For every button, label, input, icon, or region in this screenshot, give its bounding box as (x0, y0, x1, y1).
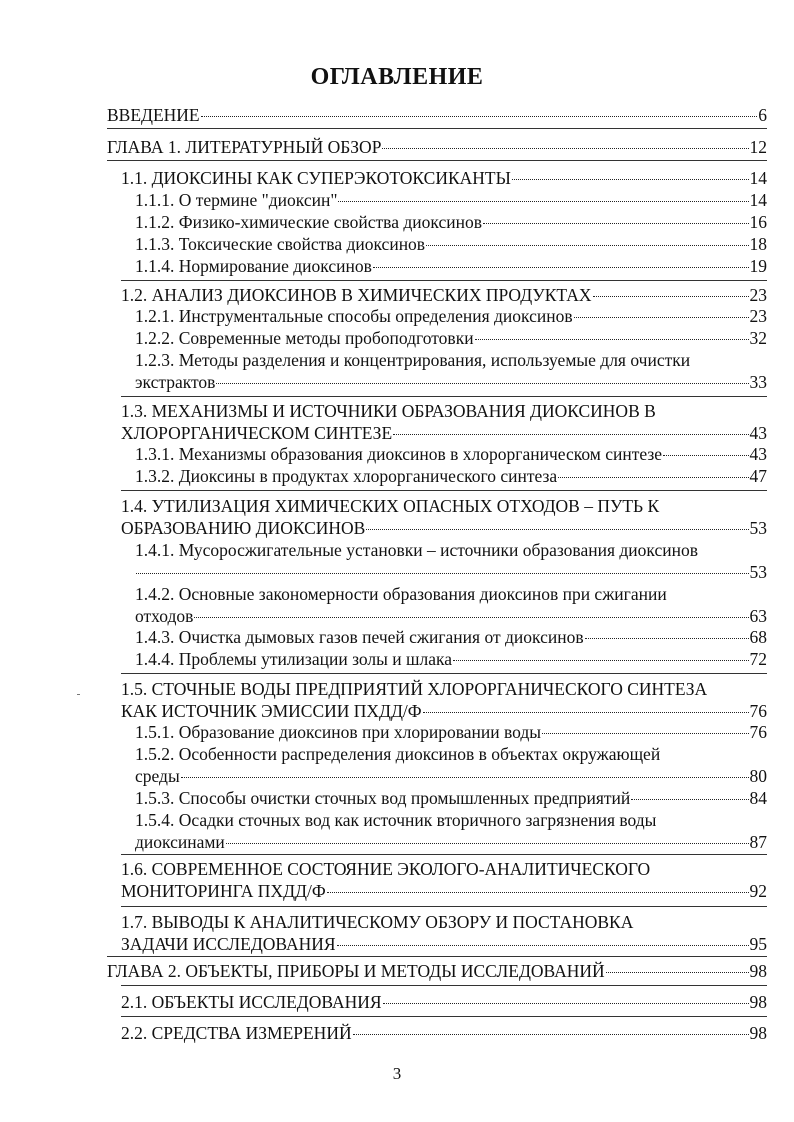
dot-leader (483, 223, 749, 224)
toc-entry-title: ГЛАВА 1. ЛИТЕРАТУРНЫЙ ОБЗОР (107, 137, 382, 157)
dot-leader (606, 972, 749, 973)
toc-entry-title: 1.1. ДИОКСИНЫ КАК СУПЕРЭКОТОКСИКАНТЫ (121, 168, 511, 188)
dot-leader (338, 201, 748, 202)
toc-entry-page: 23 (749, 306, 767, 326)
toc-entry-title: 1.2. АНАЛИЗ ДИОКСИНОВ В ХИМИЧЕСКИХ ПРОДУКТАХ (121, 285, 592, 305)
dot-leader (194, 617, 748, 618)
dot-leader (663, 455, 748, 456)
dot-leader (574, 317, 749, 318)
toc-entry-title: 1.4.4. Проблемы утилизации золы и шлака (135, 649, 452, 669)
dot-leader (426, 245, 748, 246)
toc-entry-page: 63 (749, 606, 767, 626)
toc-entry-page: 98 (749, 961, 767, 981)
toc-entry-page: 14 (749, 168, 767, 188)
toc-entry-subsection-1-1-3[interactable] (135, 233, 767, 255)
dot-leader (453, 660, 749, 661)
toc-entry-page: 76 (749, 701, 767, 721)
toc-entry-title-line-1: 1.5.4. Осадки сточных вод как источник вторичного загрязнения воды (135, 810, 657, 830)
toc-entry-title-line-1: 1.5.2. Особенности распределения диоксинов в объектах окружающей (135, 744, 661, 764)
toc-entry-subsection-1-2-1[interactable] (135, 305, 767, 327)
dot-leader (475, 339, 749, 340)
toc-entry-page: 84 (749, 788, 767, 808)
dot-leader (136, 573, 749, 574)
toc-entry-title: 1.1.1. О термине "диоксин" (135, 190, 338, 210)
toc-entry-section-1-7[interactable] (121, 911, 767, 955)
divider (121, 280, 767, 281)
divider (121, 396, 767, 397)
toc-entry-title-line-1: 1.4.1. Мусоросжигательные установки – источники образования диоксинов (135, 540, 698, 560)
toc-entry-title: ЗАДАЧИ ИССЛЕДОВАНИЯ (121, 934, 336, 954)
dot-leader (542, 733, 748, 734)
toc-entry-chapter-1[interactable] (107, 136, 767, 158)
toc-entry-subsection-1-1-4[interactable] (135, 255, 767, 277)
toc-entry-chapter-2[interactable] (107, 960, 767, 982)
toc-entry-subsection-1-4-4[interactable] (135, 648, 767, 670)
toc-entry-title: 1.1.2. Физико-химические свойства диоксинов (135, 212, 482, 232)
divider (107, 128, 767, 129)
toc-entry-title-line-1: 1.6. СОВРЕМЕННОЕ СОСТОЯНИЕ ЭКОЛОГО-АНАЛИТИЧЕСКОГО (121, 859, 651, 879)
toc-entry-subsection-1-4-2[interactable] (135, 583, 767, 627)
dot-leader (353, 1034, 749, 1035)
toc-entry-title: среды (135, 766, 180, 786)
toc-entry-page: 80 (749, 766, 767, 786)
toc-entry-page: 53 (749, 562, 767, 582)
toc-entry-subsection-1-2-2[interactable] (135, 327, 767, 349)
dot-leader (181, 777, 749, 778)
toc-entry-page: 18 (749, 234, 767, 254)
toc-entry-title-line-1: 1.7. ВЫВОДЫ К АНАЛИТИЧЕСКОМУ ОБЗОРУ И ПОСТАНОВКА (121, 912, 634, 932)
toc-entry-introduction[interactable] (107, 104, 767, 126)
toc-entry-title-line-1: 1.5. СТОЧНЫЕ ВОДЫ ПРЕДПРИЯТИЙ ХЛОРОРГАНИЧЕСКОГО СИНТЕЗА (121, 679, 708, 699)
toc-entry-subsection-1-5-3[interactable] (135, 787, 767, 809)
toc-entry-page: 6 (758, 105, 767, 125)
toc-entry-page: 23 (749, 285, 767, 305)
dot-leader (383, 1003, 749, 1004)
divider (121, 673, 767, 674)
toc-entry-title-line-1: 1.3. МЕХАНИЗМЫ И ИСТОЧНИКИ ОБРАЗОВАНИЯ ДИОКСИНОВ В (121, 401, 656, 421)
toc-entry-page: 12 (749, 137, 767, 157)
toc-entry-title: ОБРАЗОВАНИЮ ДИОКСИНОВ (121, 518, 366, 538)
toc-entry-title: отходов (135, 606, 194, 626)
dot-leader (558, 477, 748, 478)
dot-leader (366, 529, 748, 530)
toc-entry-section-1-1[interactable] (121, 167, 767, 189)
dot-leader (337, 945, 749, 946)
divider (121, 490, 767, 491)
toc-entry-title: МОНИТОРИНГА ПХДД/Ф (121, 881, 326, 901)
toc-entry-page: 92 (749, 881, 767, 901)
dot-leader (382, 148, 748, 149)
toc-entry-subsection-1-4-1[interactable] (135, 539, 767, 583)
toc-entry-title-line-1: 1.4. УТИЛИЗАЦИЯ ХИМИЧЕСКИХ ОПАСНЫХ ОТХОДОВ – ПУТЬ К (121, 496, 660, 516)
toc-entry-subsection-1-1-1[interactable] (135, 189, 767, 211)
toc-entry-title: 1.1.4. Нормирование диоксинов (135, 256, 372, 276)
toc-entry-title: 2.2. СРЕДСТВА ИЗМЕРЕНИЙ (121, 1023, 352, 1043)
toc-entry-title: 1.1.3. Токсические свойства диоксинов (135, 234, 426, 254)
divider (121, 1016, 767, 1017)
toc-entry-page: 43 (749, 423, 767, 443)
toc-entry-subsection-1-2-3[interactable] (135, 349, 767, 393)
dot-leader (373, 267, 749, 268)
toc-entry-page: 98 (749, 992, 767, 1012)
toc-entry-title-line-1: 1.4.2. Основные закономерности образования диоксинов при сжигании (135, 584, 667, 604)
toc-entry-subsection-1-4-3[interactable] (135, 626, 767, 648)
toc-entry-subsection-1-3-2[interactable] (135, 465, 767, 487)
dot-leader (201, 116, 758, 117)
toc-entry-title: ХЛОРОРГАНИЧЕСКОМ СИНТЕЗЕ (121, 423, 393, 443)
toc-entry-section-1-6[interactable] (121, 858, 767, 902)
dot-leader (423, 712, 749, 713)
dot-leader (393, 434, 748, 435)
toc-entry-page: 47 (749, 466, 767, 486)
toc-entry-subsection-1-5-4[interactable] (135, 809, 767, 853)
page-number: 3 (392, 1064, 402, 1083)
divider (121, 906, 767, 907)
toc-entry-title: 1.4.3. Очистка дымовых газов печей сжигания от диоксинов (135, 627, 584, 647)
toc-entry-page: 16 (749, 212, 767, 232)
divider (107, 160, 767, 161)
toc-entry-subsection-1-3-1[interactable] (135, 443, 767, 465)
toc-entry-page: 76 (749, 722, 767, 742)
divider (107, 956, 767, 957)
dot-leader (327, 892, 749, 893)
toc-entry-title: 2.1. ОБЪЕКТЫ ИССЛЕДОВАНИЯ (121, 992, 382, 1012)
toc-entry-page: 14 (749, 190, 767, 210)
toc-entry-page: 98 (749, 1023, 767, 1043)
toc-entry-subsection-1-1-2[interactable] (135, 211, 767, 233)
divider (121, 985, 767, 986)
toc-entry-section-1-4[interactable] (121, 495, 767, 539)
toc-entry-title: КАК ИСТОЧНИК ЭМИССИИ ПХДД/Ф (121, 701, 422, 721)
toc-entry-page: 72 (749, 649, 767, 669)
toc-entry-page: 19 (749, 256, 767, 276)
scan-mark (77, 694, 80, 695)
toc-entry-title: диоксинами (135, 832, 225, 852)
dot-leader (593, 296, 749, 297)
toc-entry-section-2-1[interactable] (121, 991, 767, 1013)
toc-entry-title: 1.2.2. Современные методы пробоподготовки (135, 328, 474, 348)
dot-leader (216, 383, 748, 384)
toc-entry-section-1-3[interactable] (121, 400, 767, 444)
dot-leader (226, 843, 749, 844)
toc-entry-page: 53 (749, 518, 767, 538)
toc-entry-subsection-1-5-1[interactable] (135, 721, 767, 743)
toc-entry-subsection-1-5-2[interactable] (135, 743, 767, 787)
toc-entry-title: 1.3.2. Диоксины в продуктах хлорорганического синтеза (135, 466, 558, 486)
toc-entry-page: 43 (749, 444, 767, 464)
toc-entry-title: 1.2.1. Инструментальные способы определения диоксинов (135, 306, 573, 326)
dot-leader (585, 638, 749, 639)
toc-entry-page: 33 (749, 372, 767, 392)
toc-entry-section-1-5[interactable] (121, 678, 767, 722)
page-title: ОГЛАВЛЕНИЕ (310, 64, 484, 90)
toc-entry-section-1-2[interactable] (121, 284, 767, 306)
toc-entry-title: 1.3.1. Механизмы образования диоксинов в хлорорганическом синтезе (135, 444, 663, 464)
toc-entry-title-line-1: 1.2.3. Методы разделения и концентрирования, используемые для очистки (135, 350, 691, 370)
toc-entry-page: 95 (749, 934, 767, 954)
toc-entry-page: 32 (749, 328, 767, 348)
toc-entry-title: 1.5.1. Образование диоксинов при хлорировании воды (135, 722, 542, 742)
toc-entry-section-2-2[interactable] (121, 1022, 767, 1044)
divider (121, 854, 767, 855)
toc-entry-page: 87 (749, 832, 767, 852)
toc-entry-title: 1.5.3. Способы очистки сточных вод промышленных предприятий (135, 788, 631, 808)
dot-leader (512, 179, 749, 180)
toc-entry-title: ВВЕДЕНИЕ (107, 105, 200, 125)
toc-entry-page: 68 (749, 627, 767, 647)
toc-entry-title: экстрактов (135, 372, 216, 392)
toc-entry-title: ГЛАВА 2. ОБЪЕКТЫ, ПРИБОРЫ И МЕТОДЫ ИССЛЕДОВАНИЙ (107, 961, 605, 981)
dot-leader (631, 799, 748, 800)
